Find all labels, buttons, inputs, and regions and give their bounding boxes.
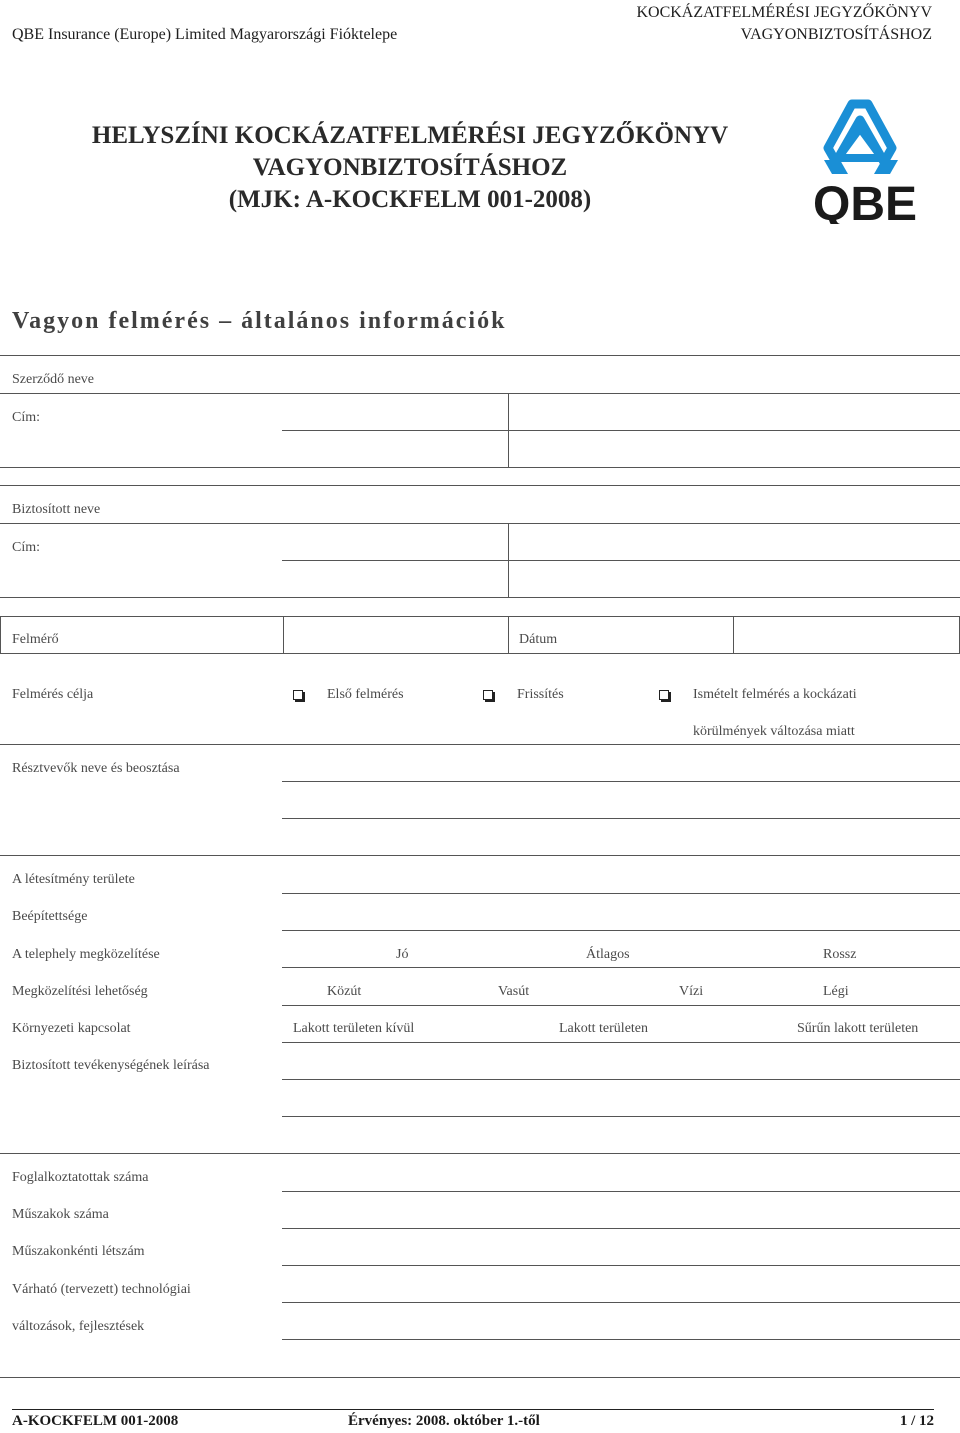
per-shift-line[interactable] — [282, 1265, 960, 1266]
air-option[interactable]: Légi — [823, 984, 849, 999]
shifts-line[interactable] — [282, 1228, 960, 1229]
date-label: Dátum — [519, 632, 558, 647]
insured-address-line2[interactable] — [0, 597, 960, 598]
access-label: A telephely megközelítése — [12, 947, 160, 962]
svg-text:QBE: QBE — [812, 178, 918, 224]
access-good-option[interactable]: Jó — [396, 947, 409, 962]
per-shift-label: Műszakonkénti létszám — [12, 1244, 145, 1259]
repeat-survey-label: Ismételt felmérés a kockázati — [693, 687, 857, 702]
activity-label: Biztosított tevékenységének leírása — [12, 1058, 210, 1073]
first-survey-checkbox[interactable] — [293, 690, 303, 700]
water-option[interactable]: Vízi — [679, 984, 704, 999]
footer-code: A-KOCKFELM 001-2008 — [12, 1413, 179, 1429]
page-title: HELYSZÍNI KOCKÁZATFELMÉRÉSI JEGYZŐKÖNYV — [91, 122, 729, 149]
repeat-survey-checkbox[interactable] — [659, 690, 669, 700]
update-checkbox[interactable] — [483, 690, 493, 700]
contractor-address-line1[interactable] — [282, 430, 960, 431]
page-title-line2: VAGYONBIZTOSÍTÁSHOZ — [252, 154, 568, 181]
rail-option[interactable]: Vasút — [498, 984, 530, 999]
header-doc-title: KOCKÁZATFELMÉRÉSI JEGYZŐKÖNYV — [636, 4, 932, 21]
contractor-address-label: Cím: — [12, 410, 41, 425]
shifts-label: Műszakok száma — [12, 1207, 109, 1222]
changes-label-line2: változások, fejlesztések — [12, 1319, 145, 1334]
road-option[interactable]: Közút — [327, 984, 362, 999]
first-survey-label: Első felmérés — [327, 687, 404, 702]
contractor-name-label: Szerződő neve — [12, 372, 95, 387]
environment-label: Környezeti kapcsolat — [12, 1021, 131, 1036]
employees-label: Foglalkoztatottak száma — [12, 1170, 149, 1185]
insured-address-label: Cím: — [12, 540, 41, 555]
changes-label: Várható (tervezett) technológiai — [12, 1282, 191, 1297]
changes-line1[interactable] — [282, 1302, 960, 1303]
env-outside-option[interactable]: Lakott területen kívül — [293, 1021, 415, 1036]
access-average-option[interactable]: Átlagos — [586, 947, 630, 962]
qbe-logo-icon — [810, 98, 920, 224]
built-up-label: Beépítettsége — [12, 909, 88, 924]
section-title: Vagyon felmérés – általános információk — [12, 308, 507, 334]
access-bad-option[interactable]: Rossz — [823, 947, 857, 962]
activity-line1[interactable] — [282, 1079, 960, 1080]
qbe-logo — [810, 98, 920, 224]
participants-line2[interactable] — [282, 818, 960, 819]
built-up-line[interactable] — [282, 930, 960, 931]
update-label: Frissítés — [517, 687, 564, 702]
header-company: QBE Insurance (Europe) Limited Magyarországi Fióktelepe — [12, 26, 398, 43]
facility-area-line[interactable] — [282, 893, 960, 894]
footer-page-number: 1 / 12 — [899, 1413, 934, 1429]
page-title-code: (MJK: A-KOCKFELM 001-2008) — [228, 186, 592, 213]
env-inside-option[interactable]: Lakott területen — [559, 1021, 649, 1036]
surveyor-label: Felmérő — [12, 632, 59, 647]
repeat-survey-label-line2: körülmények változása miatt — [693, 724, 855, 739]
activity-line2[interactable] — [282, 1116, 960, 1117]
purpose-label: Felmérés célja — [12, 687, 94, 702]
surveyor-input[interactable] — [284, 617, 507, 653]
changes-line2[interactable] — [282, 1339, 960, 1340]
insured-address-line1[interactable] — [282, 560, 960, 561]
participants-label: Résztvevők neve és beosztása — [12, 761, 180, 776]
employees-line[interactable] — [282, 1191, 960, 1192]
facility-area-label: A létesítmény területe — [12, 872, 135, 887]
participants-line1[interactable] — [282, 781, 960, 782]
access-options-label: Megközelítési lehetőség — [12, 984, 148, 999]
header-doc-subtitle: VAGYONBIZTOSÍTÁSHOZ — [740, 26, 932, 43]
env-dense-option[interactable]: Sűrűn lakott területen — [797, 1021, 919, 1036]
footer-validity: Érvényes: 2008. október 1.-től — [348, 1413, 540, 1429]
date-input[interactable] — [734, 617, 959, 653]
insured-name-label: Biztosított neve — [12, 502, 101, 517]
contractor-address-line2[interactable] — [0, 467, 960, 468]
